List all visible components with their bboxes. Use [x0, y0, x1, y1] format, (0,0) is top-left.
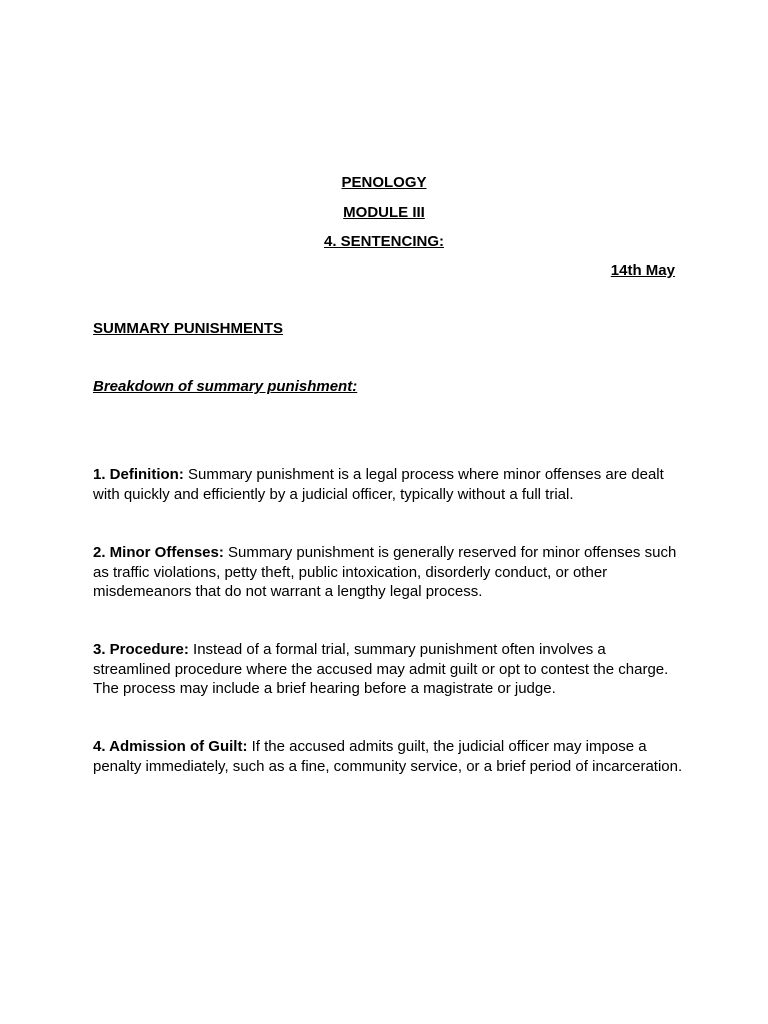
- section-subheading: Breakdown of summary punishment:: [93, 378, 358, 395]
- date-label: 14th May: [610, 262, 675, 279]
- subject-title: PENOLOGY: [341, 174, 427, 191]
- list-item-procedure: [93, 640, 683, 699]
- list-item-admission-of-guilt: [93, 737, 683, 776]
- list-item-text: Summary punishment is generally reserved for minor offenses such as traffic violations, petty theft, public intoxication, disorderly conduct, or other misdemeanors that do not warrant a lengthy legal process.: [93, 544, 677, 600]
- section-heading: SUMMARY PUNISHMENTS: [93, 320, 284, 337]
- list-item-minor-offenses: [93, 543, 683, 602]
- list-item-definition: [93, 465, 683, 504]
- list-item-text: If the accused admits guilt, the judicial officer may impose a penalty immediately, such as a fine, community service, or a brief period of incarceration.: [93, 738, 683, 775]
- list-item-text: Summary punishment is a legal process where minor offenses are dealt with quickly and efficiently by a judicial officer, typically without a full trial.: [93, 466, 664, 503]
- list-item-text: Instead of a formal trial, summary punishment often involves a streamlined procedure where the accused may admit guilt or opt to contest the charge. The process may include a brief hearing before a magistrate or judge.: [93, 641, 669, 697]
- list-item-lead: 3. Procedure:: [93, 641, 189, 658]
- list-item-lead: 2. Minor Offenses:: [93, 544, 224, 561]
- list-item-lead: 4. Admission of Guilt:: [93, 738, 248, 755]
- module-title: MODULE III: [343, 204, 425, 221]
- topic-title: 4. SENTENCING:: [323, 233, 444, 250]
- list-item-lead: 1. Definition:: [93, 466, 184, 483]
